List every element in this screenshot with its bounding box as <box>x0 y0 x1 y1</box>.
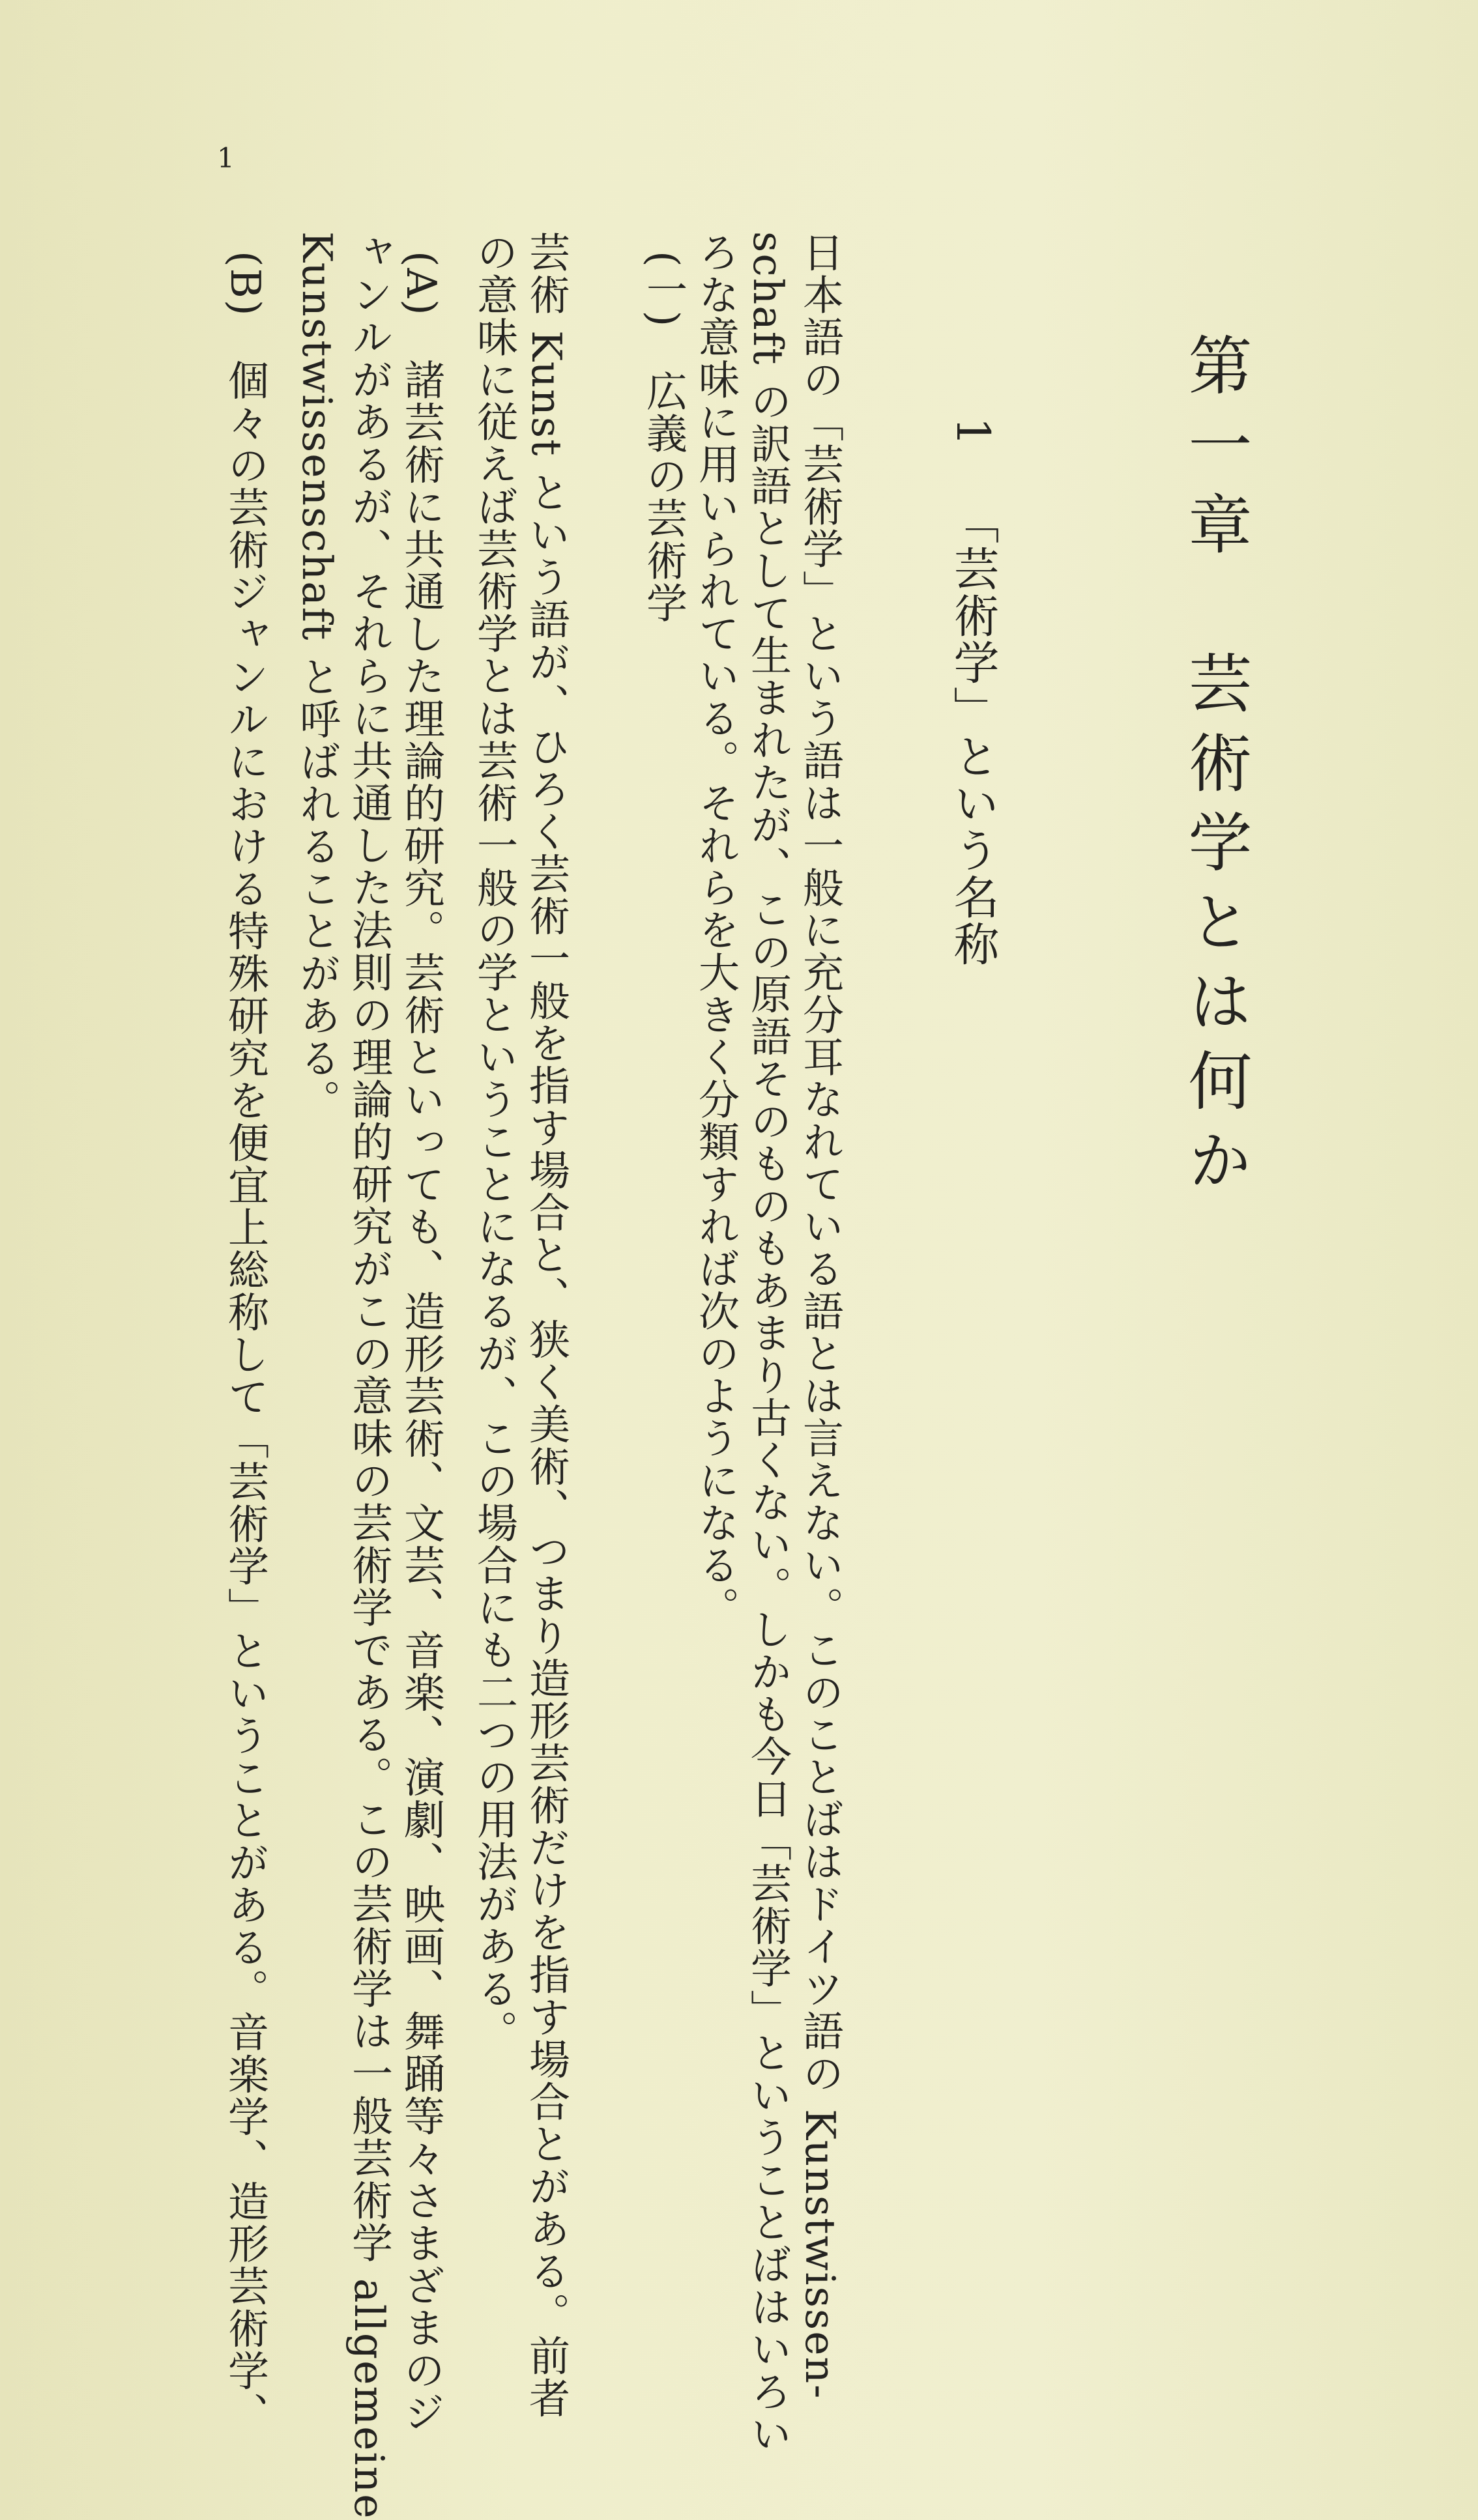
text-column-7: (A) 諸芸術に共通した理論的研究。芸術といっても、造形芸術、文芸、音楽、演劇、映画、舞踊等々さまざまのジ <box>398 251 445 2434</box>
page-number: 1 <box>217 142 235 174</box>
text-column-10: (B) 個々の芸術ジャンルにおける特殊研究を便宜上総称して「芸術学」ということがある。音楽学、造形芸術学、 <box>222 251 269 2435</box>
subheading-broad-art-studies: (一) 広義の芸術学 <box>640 251 688 625</box>
chapter-title: 第一章 芸術学とは何か <box>1178 332 1252 1207</box>
text-column-9: Kunstwissenschaft と呼ばれることがある。 <box>293 231 341 1122</box>
text-column-1: 日本語の「芸術学」という語は一般に充分耳なれている語とは言えない。このことばはドイツ語の Kunstwissen- <box>796 231 844 2400</box>
text-column-6: の意味に従えば芸術学とは芸術一般の学ということになるが、この場合にも二つの用法がある。 <box>471 231 518 2052</box>
text-column-2: schaft の訳語として生まれたが、この原語そのものもあまり古くない。しかも今日「芸術学」ということばはいろい <box>744 231 792 2456</box>
section-heading <box>946 417 1000 968</box>
section-number: 1 <box>946 417 1000 448</box>
section-title: 「芸術学」という名称 <box>946 498 1000 968</box>
text-column-5: 芸術 Kunst という語が、ひろく芸術一般を指す場合と、狭く美術、つまり造形芸術だけを指す場合とがある。前者 <box>523 231 570 2420</box>
text-column-3: ろな意味に用いられている。それらを大きく分類すれば次のようになる。 <box>692 231 740 1629</box>
text-column-8: ャンルがあるが、それらに共通した法則の理論的研究がこの意味の芸術学である。この芸術学は一般芸術学 allgemeine <box>345 231 393 2520</box>
